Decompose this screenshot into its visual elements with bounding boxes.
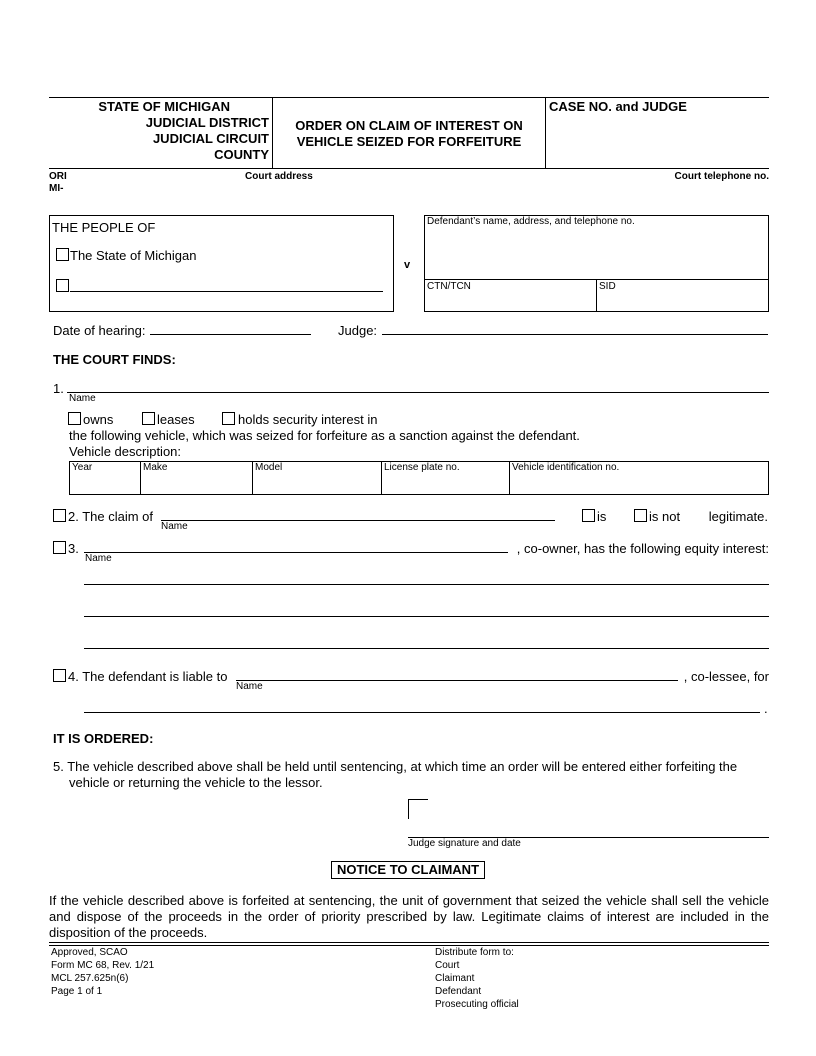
date-of-hearing-label: Date of hearing: [53,323,146,338]
item5-line2: vehicle or returning the vehicle to the lessor. [69,775,323,790]
state-of-michigan-checkbox[interactable] [56,248,69,261]
other-plaintiff-checkbox[interactable] [56,279,69,292]
item3-name-label: Name [85,553,112,564]
is-label: is [597,509,607,524]
footer-page: Page 1 of 1 [51,986,103,997]
item1-number: 1. [53,381,64,396]
item3-number: 3. [68,541,79,556]
is-checkbox[interactable] [582,509,595,522]
district-label: JUDICIAL DISTRICT [145,115,269,130]
item2-prefix: 2. The claim of [68,509,154,524]
court-finds-heading: THE COURT FINDS: [53,352,176,367]
col-make: Make [143,462,168,473]
county-label: COUNTY [214,147,269,162]
state-of-michigan-label: The State of Michigan [70,248,197,263]
holds-security-checkbox[interactable] [222,412,235,425]
ordered-heading: IT IS ORDERED: [53,731,154,746]
court-address-label: Court address [245,171,313,182]
vehicle-description-label: Vehicle description: [69,444,182,459]
ctn-label: CTN/TCN [427,281,471,292]
circuit-label: JUDICIAL CIRCUIT [152,131,269,146]
date-of-hearing-field[interactable] [150,334,311,335]
holds-security-label: holds security interest in [238,412,378,427]
versus-label: v [404,259,411,271]
item4-name-field[interactable] [236,680,678,681]
mi-label: MI- [49,183,64,194]
footer-prosecuting: Prosecuting official [435,999,519,1010]
footer-approved: Approved, SCAO [51,947,128,958]
col-year: Year [72,462,93,473]
notice-line3: disposition of the proceeds. [49,925,208,940]
item1-name-label: Name [69,393,96,404]
owns-label: owns [83,412,114,427]
case-no-field[interactable] [548,116,766,166]
item3-name-field[interactable] [84,552,508,553]
sid-label: SID [599,281,616,292]
item4-detail-field[interactable] [84,712,760,713]
footer-form: Form MC 68, Rev. 1/21 [51,960,155,971]
form-title-line1: ORDER ON CLAIM OF INTEREST ON [295,118,523,133]
judge-label: Judge: [338,323,378,338]
item4-name-label: Name [236,681,263,692]
footer-distribute: Distribute form to: [435,947,514,958]
item4-suffix: , co-lessee, for [683,669,769,684]
item1-name-field[interactable] [67,392,769,393]
equity-line-3[interactable] [84,648,769,649]
leases-label: leases [157,412,195,427]
leases-checkbox[interactable] [142,412,155,425]
legitimate-label: legitimate. [708,509,768,524]
notice-title: NOTICE TO CLAIMANT [331,861,485,879]
item3-checkbox[interactable] [53,541,66,554]
is-not-label: is not [649,509,681,524]
item2-name-label: Name [161,521,188,532]
col-model: Model [255,462,283,473]
defendant-info-label: Defendant’s name, address, and telephone no. [427,216,635,227]
footer-defendant: Defendant [435,986,482,997]
owns-checkbox[interactable] [68,412,81,425]
item4-period: . [764,701,768,716]
footer-court: Court [435,960,460,971]
state-label: STATE OF MICHIGAN [98,99,230,114]
notice-line2: and dispose of the proceeds in the order of priority prescribed by law. Legitimate claims of interest are included in the [49,909,769,924]
item5-line1: 5. The vehicle described above shall be held until sentencing, at which time an order will be entered either forfeiting the [53,759,738,774]
signature-label: Judge signature and date [408,838,521,849]
equity-line-1[interactable] [84,584,769,585]
is-not-checkbox[interactable] [634,509,647,522]
judge-signature-field[interactable] [408,802,768,836]
footer-claimant: Claimant [435,973,475,984]
form-title-line2: VEHICLE SEIZED FOR FORFEITURE [296,134,522,149]
people-of-label: THE PEOPLE OF [52,220,156,235]
item2-checkbox[interactable] [53,509,66,522]
equity-line-2[interactable] [84,616,769,617]
judge-field[interactable] [382,334,768,335]
item4-prefix: 4. The defendant is liable to [68,669,228,684]
item4-checkbox[interactable] [53,669,66,682]
court-phone-label: Court telephone no. [674,171,769,182]
item3-suffix: , co-owner, has the following equity interest: [516,541,769,556]
item2-name-field[interactable] [161,520,555,521]
notice-line1: If the vehicle described above is forfeited at sentencing, the unit of government that seized the vehicle shall sell the vehicle [49,893,769,908]
ori-label: ORI [49,171,67,182]
signature-corner-top [408,799,428,800]
col-license: License plate no. [384,462,460,473]
footer-mcl: MCL 257.625n(6) [51,973,129,984]
case-no-label: CASE NO. and JUDGE [549,99,687,114]
other-plaintiff-line[interactable] [70,291,383,292]
col-vin: Vehicle identification no. [512,462,620,473]
vehicle-statement: the following vehicle, which was seized for forfeiture as a sanction against the defendant. [69,428,580,443]
